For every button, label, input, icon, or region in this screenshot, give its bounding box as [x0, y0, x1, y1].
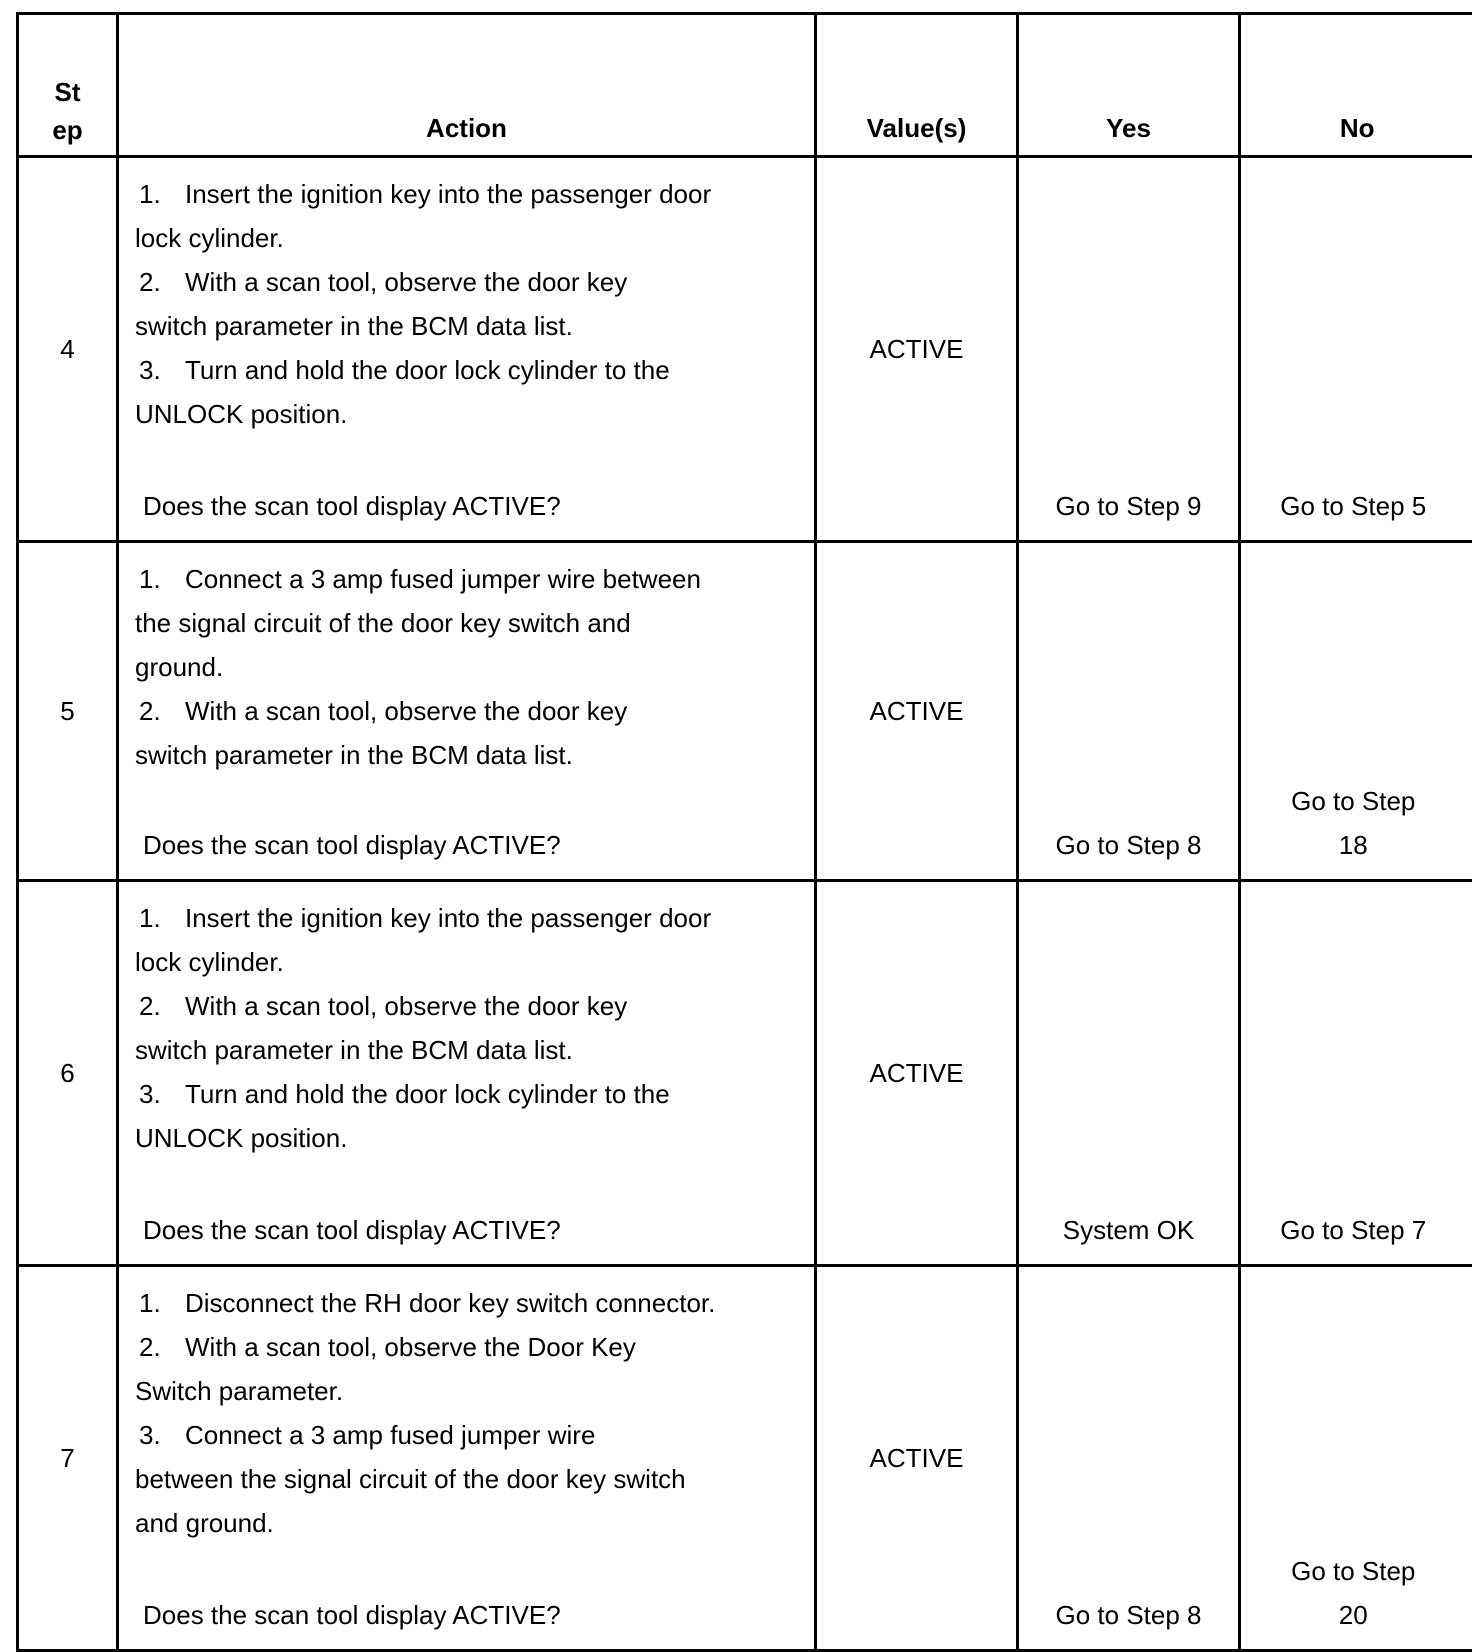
diagnostic-table — [16, 12, 1472, 1652]
line-text: With a scan tool, observe the door key — [185, 696, 628, 726]
header-yes-label: Yes — [1106, 113, 1151, 143]
line-text: the signal circuit of the door key switch and — [135, 608, 631, 638]
line-number: 2. — [139, 696, 161, 726]
header-action-label: Action — [426, 113, 507, 143]
line-number: 2. — [139, 991, 161, 1021]
step-number: 4 — [18, 157, 118, 542]
no-result: Go to Step 20 — [1240, 1266, 1472, 1651]
line-text: between the signal circuit of the door key switch — [135, 1464, 686, 1494]
action-line — [135, 1325, 804, 1369]
line-text: ground. — [135, 652, 224, 682]
step-number: 6 — [18, 881, 118, 1266]
action-line — [135, 304, 804, 348]
action-line — [135, 1413, 804, 1457]
line-number: 2. — [139, 267, 161, 297]
action-question: Does the scan tool display ACTIVE? — [143, 491, 561, 521]
header-action — [118, 14, 816, 157]
line-number: 3. — [139, 1420, 161, 1450]
action-cell — [118, 542, 816, 881]
yes-result: Go to Step 8 — [1018, 542, 1240, 881]
line-number: 1. — [139, 903, 161, 933]
line-text: Connect a 3 amp fused jumper wire between — [185, 564, 701, 594]
value-cell: ACTIVE — [816, 881, 1018, 1266]
line-number: 3. — [139, 1079, 161, 1109]
line-text: switch parameter in the BCM data list. — [135, 740, 573, 770]
action-line — [135, 940, 804, 984]
action-cell — [118, 157, 816, 542]
header-no-label: No — [1339, 113, 1375, 143]
line-text: Insert the ignition key into the passenger door — [185, 903, 712, 933]
line-text: With a scan tool, observe the Door Key — [185, 1332, 636, 1362]
action-question: Does the scan tool display ACTIVE? — [143, 830, 561, 860]
action-line — [135, 733, 804, 777]
step-number: 7 — [18, 1266, 118, 1651]
action-question: Does the scan tool display ACTIVE? — [143, 1215, 561, 1245]
action-line — [135, 645, 804, 689]
header-values — [816, 14, 1018, 157]
line-text: With a scan tool, observe the door key — [185, 267, 628, 297]
line-text: lock cylinder. — [135, 223, 284, 253]
table-row — [18, 542, 1472, 881]
line-text: Switch parameter. — [135, 1376, 344, 1406]
value-cell: ACTIVE — [816, 157, 1018, 542]
line-text: Disconnect the RH door key switch connector. — [185, 1288, 716, 1318]
action-line — [135, 1457, 804, 1501]
no-result: Go to Step 18 — [1240, 542, 1472, 881]
action-line — [135, 1072, 804, 1116]
line-text: switch parameter in the BCM data list. — [135, 1035, 573, 1065]
action-cell — [118, 1266, 816, 1651]
header-row — [18, 14, 1472, 157]
line-text: Insert the ignition key into the passenger door — [185, 179, 712, 209]
action-line — [135, 1281, 804, 1325]
table-row — [18, 1266, 1472, 1651]
action-line — [135, 984, 804, 1028]
action-line — [135, 689, 804, 733]
line-text: Turn and hold the door lock cylinder to the — [185, 1079, 670, 1109]
action-line — [135, 392, 804, 436]
line-text: With a scan tool, observe the door key — [185, 991, 628, 1021]
value-cell: ACTIVE — [816, 542, 1018, 881]
line-text: and ground. — [135, 1508, 274, 1538]
line-number: 1. — [139, 1288, 161, 1318]
yes-result: Go to Step 8 — [1018, 1266, 1240, 1651]
header-values-label: Value(s) — [866, 113, 967, 143]
table-row — [18, 881, 1472, 1266]
line-number: 1. — [139, 564, 161, 594]
action-line — [135, 1369, 804, 1413]
action-line — [135, 348, 804, 392]
action-cell — [118, 881, 816, 1266]
line-number: 3. — [139, 355, 161, 385]
line-number: 2. — [139, 1332, 161, 1362]
action-line — [135, 216, 804, 260]
yes-result: System OK — [1018, 881, 1240, 1266]
line-text: UNLOCK position. — [135, 1123, 348, 1153]
action-line — [135, 172, 804, 216]
action-line — [135, 1501, 804, 1545]
line-number: 1. — [139, 179, 161, 209]
header-yes — [1018, 14, 1240, 157]
action-line — [135, 1116, 804, 1160]
no-result: Go to Step 7 — [1240, 881, 1472, 1266]
action-question: Does the scan tool display ACTIVE? — [143, 1600, 561, 1630]
action-line — [135, 260, 804, 304]
line-text: switch parameter in the BCM data list. — [135, 311, 573, 341]
line-text: Turn and hold the door lock cylinder to the — [185, 355, 670, 385]
table-row — [18, 157, 1472, 542]
value-cell: ACTIVE — [816, 1266, 1018, 1651]
action-line — [135, 1028, 804, 1072]
header-step-label: St ep — [52, 77, 83, 145]
step-number: 5 — [18, 542, 118, 881]
action-line — [135, 557, 804, 601]
line-text: UNLOCK position. — [135, 399, 348, 429]
header-step — [18, 14, 118, 157]
action-line — [135, 896, 804, 940]
yes-result: Go to Step 9 — [1018, 157, 1240, 542]
action-line — [135, 601, 804, 645]
line-text: Connect a 3 amp fused jumper wire — [185, 1420, 596, 1450]
header-no — [1240, 14, 1472, 157]
line-text: lock cylinder. — [135, 947, 284, 977]
no-result: Go to Step 5 — [1240, 157, 1472, 542]
